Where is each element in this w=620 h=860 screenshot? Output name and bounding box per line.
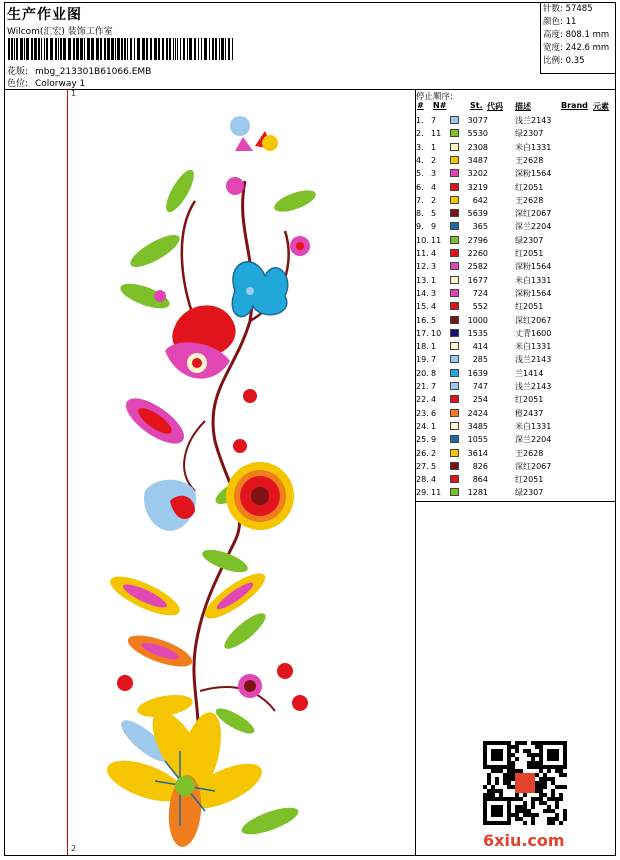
sunflower-red-center: [226, 462, 294, 530]
stop-sequence-panel: [415, 89, 615, 502]
row-stitches: 3614: [467, 448, 488, 458]
row-seq: 27.: [416, 461, 429, 471]
row-description: 浅兰2143: [515, 116, 552, 125]
design-width: 宽度: 242.6 mm: [543, 43, 610, 53]
row-description: 红2051: [515, 249, 544, 258]
thread-color-swatch: [450, 355, 459, 363]
design-stats: [540, 3, 616, 74]
row-needle: 7: [431, 355, 437, 365]
row-seq: 22.: [416, 395, 429, 405]
colorway-line: [7, 76, 85, 89]
row-description: 米白1331: [515, 421, 552, 431]
thread-color-swatch: [450, 183, 459, 191]
row-needle: 7: [431, 116, 437, 125]
thread-color-swatch: [450, 143, 459, 151]
row-description: 橙2437: [515, 408, 544, 418]
row-stitches: 2308: [467, 142, 488, 152]
row-description: 绿2307: [515, 488, 544, 498]
row-seq: 10.: [416, 235, 429, 245]
row-seq: 23.: [416, 408, 429, 418]
row-description: 绿2307: [515, 235, 544, 245]
row-stitches: 642: [472, 195, 488, 205]
row-seq: 15.: [416, 302, 429, 312]
stop-sequence-title: 停止顺序:: [416, 92, 453, 102]
row-description: 深红2067: [515, 461, 552, 471]
bell-flower-top: [230, 116, 278, 151]
sequence-guide-line: [67, 89, 68, 855]
stop-sequence-row: [415, 287, 615, 300]
row-needle: 3: [431, 169, 437, 179]
row-seq: 6.: [416, 182, 424, 192]
row-needle: 4: [431, 302, 437, 312]
row-description: 王2628: [515, 155, 544, 165]
stop-sequence-row: [415, 367, 615, 380]
thread-color-swatch: [450, 316, 459, 324]
row-stitches: 5530: [467, 129, 488, 139]
stop-sequence-row: [415, 393, 615, 406]
row-description: 深红2067: [515, 315, 552, 325]
row-stitches: 2796: [467, 235, 488, 245]
row-stitches: 5639: [467, 209, 488, 219]
row-seq: 9.: [416, 222, 424, 232]
stop-sequence-row: [415, 127, 615, 140]
row-needle: 2: [431, 155, 437, 165]
row-needle: 11: [431, 235, 442, 245]
qr-code: [483, 741, 567, 825]
row-needle: 6: [431, 408, 437, 418]
sheet-title: 生产作业图: [7, 7, 82, 23]
stop-sequence-row: [415, 141, 615, 154]
row-description: 绿2307: [515, 129, 544, 139]
studio-name: Wilcom(汇宏) 装饰工作室: [7, 27, 113, 37]
row-seq: 21.: [416, 382, 429, 391]
row-seq: 26.: [416, 448, 429, 458]
row-description: 米白1331: [515, 275, 552, 285]
row-stitches: 1281: [467, 488, 488, 498]
scale-ratio: 比例: 0.35: [543, 56, 585, 66]
row-needle: 2: [431, 448, 437, 458]
row-needle: 9: [431, 222, 437, 232]
blue-flower: [144, 480, 196, 531]
column-header: St.: [470, 101, 483, 110]
row-seq: 16.: [416, 315, 429, 325]
sheet-header: [5, 3, 615, 90]
red-lotus-flower: [165, 305, 236, 378]
row-seq: 29.: [416, 488, 429, 498]
row-needle: 2: [431, 195, 437, 205]
stop-sequence-row: [415, 486, 615, 499]
design-file-name: mbg_213301B61066.EMB: [35, 67, 152, 77]
thread-color-swatch: [450, 116, 459, 124]
production-sheet: [4, 2, 616, 856]
row-stitches: 285: [472, 355, 488, 365]
row-description: 红2051: [515, 302, 544, 312]
stop-sequence-row: [415, 207, 615, 220]
row-description: 王2628: [515, 448, 544, 458]
thread-color-swatch: [450, 382, 459, 390]
row-seq: 19.: [416, 355, 429, 365]
row-seq: 17.: [416, 328, 429, 338]
row-description: 深粉1564: [515, 288, 552, 298]
stop-sequence-row: [415, 447, 615, 460]
row-needle: 3: [431, 288, 437, 298]
row-needle: 4: [431, 395, 437, 405]
row-description: 红2051: [515, 395, 544, 405]
row-needle: 11: [431, 129, 442, 139]
sequence-mark-end: 2: [71, 844, 77, 853]
row-description: 米白1331: [515, 342, 552, 352]
thread-color-swatch: [450, 302, 459, 310]
row-seq: 1.: [416, 116, 424, 125]
row-stitches: 3487: [467, 155, 488, 165]
thread-color-swatch: [450, 435, 459, 443]
colorway-label: 色位:: [7, 79, 29, 89]
row-seq: 24.: [416, 421, 429, 431]
thread-color-swatch: [450, 449, 459, 457]
row-seq: 18.: [416, 342, 429, 352]
row-needle: 8: [431, 368, 437, 378]
thread-color-swatch: [450, 289, 459, 297]
row-seq: 8.: [416, 209, 424, 219]
butterfly: [232, 262, 287, 317]
branch-stem: [184, 421, 205, 491]
stop-sequence-row: [415, 220, 615, 233]
row-needle: 1: [431, 142, 437, 152]
row-stitches: 365: [472, 222, 488, 232]
row-stitches: 2582: [467, 262, 488, 272]
stop-sequence-row: [415, 234, 615, 247]
row-needle: 1: [431, 275, 437, 285]
row-needle: 5: [431, 209, 437, 219]
thread-color-swatch: [450, 249, 459, 257]
thread-color-swatch: [450, 169, 459, 177]
row-stitches: 414: [472, 342, 488, 352]
stop-sequence-row: [415, 274, 615, 287]
row-seq: 7.: [416, 195, 424, 205]
stop-sequence-row: [415, 460, 615, 473]
row-stitches: 1055: [467, 435, 488, 445]
row-stitches: 747: [472, 382, 488, 391]
row-needle: 5: [431, 461, 437, 471]
branch-stem: [200, 687, 275, 711]
row-description: 王2628: [515, 195, 544, 205]
stop-sequence-row: [415, 340, 615, 353]
stop-sequence-row: [415, 314, 615, 327]
row-description: 浅兰2143: [515, 382, 552, 391]
stop-sequence-row: [415, 260, 615, 273]
stop-sequence-row: [415, 167, 615, 180]
stop-sequence-row: [415, 380, 615, 393]
thread-color-swatch: [450, 196, 459, 204]
row-stitches: 3485: [467, 421, 488, 431]
colorway-name: Colorway 1: [35, 79, 86, 89]
row-description: 丈青1600: [515, 328, 552, 338]
design-height: 高度: 808.1 mm: [543, 30, 610, 40]
row-stitches: 1677: [467, 275, 488, 285]
row-stitches: 864: [472, 475, 488, 485]
watermark-logo: 6xiu.com: [483, 831, 565, 850]
thread-color-swatch: [450, 488, 459, 496]
thread-color-swatch: [450, 475, 459, 483]
stop-sequence-row: [415, 353, 615, 366]
row-seq: 13.: [416, 275, 429, 285]
row-description: 深粉1564: [515, 169, 552, 179]
stop-sequence-row: [415, 473, 615, 486]
row-seq: 2.: [416, 129, 424, 139]
row-description: 深红2067: [515, 209, 552, 219]
stop-sequence-row: [415, 420, 615, 433]
column-header: Brand: [561, 101, 588, 110]
row-needle: 4: [431, 249, 437, 258]
stop-sequence-row: [415, 407, 615, 420]
thread-color-swatch: [450, 129, 459, 137]
design-file-label: 花版:: [7, 67, 29, 77]
row-seq: 28.: [416, 475, 429, 485]
branch-stem: [182, 201, 195, 321]
row-needle: 9: [431, 435, 437, 445]
row-stitches: 3077: [467, 116, 488, 125]
column-header: N#: [433, 101, 447, 110]
stop-sequence-row: [415, 300, 615, 313]
thread-color-swatch: [450, 209, 459, 217]
row-seq: 25.: [416, 435, 429, 445]
row-description: 深粉1564: [515, 262, 552, 272]
row-stitches: 2424: [467, 408, 488, 418]
row-stitches: 254: [472, 395, 488, 405]
row-seq: 4.: [416, 155, 424, 165]
row-needle: 3: [431, 262, 437, 272]
stop-sequence-row: [415, 154, 615, 167]
row-stitches: 1535: [467, 328, 488, 338]
stop-sequence-row: [415, 327, 615, 340]
thread-color-swatch: [450, 422, 459, 430]
row-description: 兰1414: [515, 368, 544, 378]
row-needle: 5: [431, 315, 437, 325]
row-description: 红2051: [515, 182, 544, 192]
thread-color-swatch: [450, 276, 459, 284]
column-header: 代码: [487, 102, 503, 111]
row-needle: 11: [431, 488, 442, 498]
thread-color-swatch: [450, 236, 459, 244]
row-stitches: 3202: [467, 169, 488, 179]
column-header: 元素: [593, 102, 609, 111]
row-seq: 3.: [416, 142, 424, 152]
row-description: 浅兰2143: [515, 355, 552, 365]
barcode: [8, 38, 236, 60]
stop-sequence-row: [415, 181, 615, 194]
thread-color-swatch: [450, 342, 459, 350]
row-seq: 5.: [416, 169, 424, 179]
row-stitches: 826: [472, 461, 488, 471]
stop-sequence-row: [415, 433, 615, 446]
row-seq: 20.: [416, 368, 429, 378]
row-seq: 12.: [416, 262, 429, 272]
thread-color-swatch: [450, 156, 459, 164]
stop-sequence-row: [415, 114, 615, 127]
thread-color-swatch: [450, 409, 459, 417]
row-description: 红2051: [515, 475, 544, 485]
row-stitches: 1000: [467, 315, 488, 325]
row-needle: 4: [431, 475, 437, 485]
row-seq: 14.: [416, 288, 429, 298]
row-needle: 10: [431, 328, 442, 338]
stitch-count: 针数: 57485: [543, 4, 593, 14]
thread-color-swatch: [450, 329, 459, 337]
row-stitches: 3219: [467, 182, 488, 192]
color-count: 颜色: 11: [543, 17, 577, 27]
row-description: 深兰2204: [515, 435, 552, 445]
thread-color-swatch: [450, 462, 459, 470]
row-needle: 7: [431, 382, 437, 391]
row-seq: 11.: [416, 249, 429, 258]
row-needle: 1: [431, 421, 437, 431]
row-stitches: 1639: [467, 368, 488, 378]
stop-sequence-row: [415, 247, 615, 260]
stop-sequence-row: [415, 194, 615, 207]
row-needle: 1: [431, 342, 437, 352]
row-stitches: 552: [472, 302, 488, 312]
thread-color-swatch: [450, 369, 459, 377]
sequence-mark-start: 1: [71, 89, 77, 98]
thread-color-swatch: [450, 395, 459, 403]
row-stitches: 2260: [467, 249, 488, 258]
thread-color-swatch: [450, 262, 459, 270]
design-preview: [5, 89, 416, 855]
row-description: 米白1331: [515, 142, 552, 152]
row-description: 深兰2204: [515, 222, 552, 232]
row-needle: 4: [431, 182, 437, 192]
row-stitches: 724: [472, 288, 488, 298]
embroidery-design: [85, 91, 385, 853]
thread-color-swatch: [450, 222, 459, 230]
column-header: #: [417, 101, 424, 110]
column-header: 描述: [515, 102, 531, 111]
